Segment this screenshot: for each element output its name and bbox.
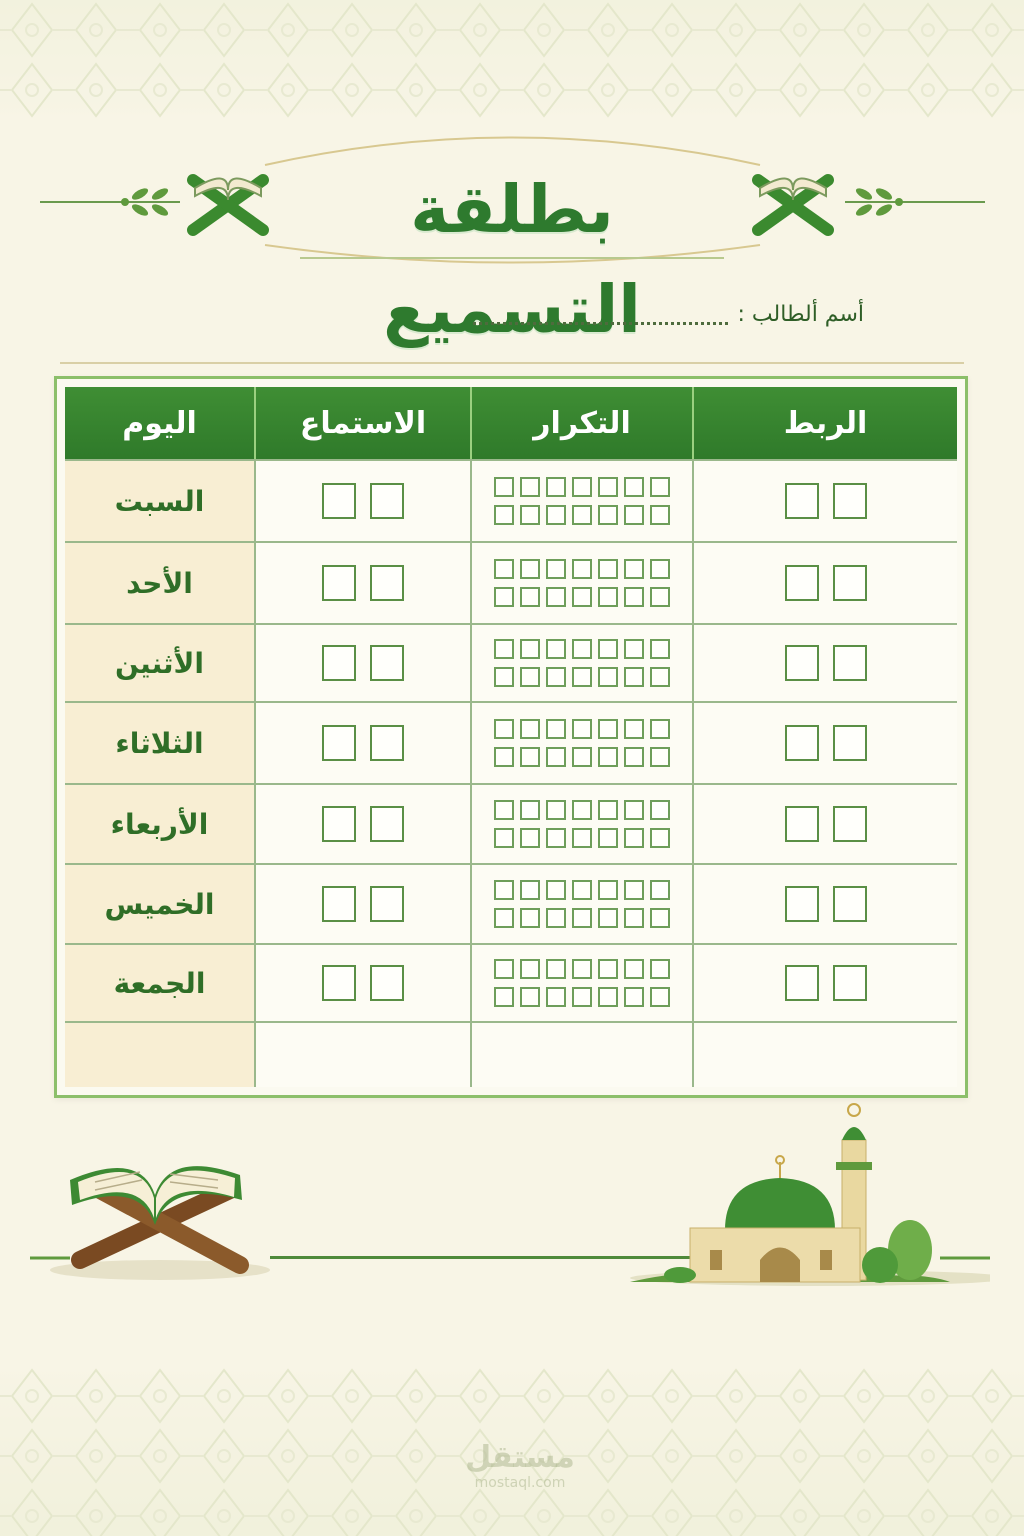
repetition-checkbox[interactable]	[494, 908, 514, 928]
repetition-checkbox[interactable]	[546, 587, 566, 607]
repetition-checkbox[interactable]	[520, 477, 540, 497]
repetition-checkbox[interactable]	[520, 747, 540, 767]
repetition-checkbox[interactable]	[598, 559, 618, 579]
listening-checkbox[interactable]	[370, 806, 404, 842]
listening-checkbox[interactable]	[322, 965, 356, 1001]
day-cell	[65, 943, 254, 1021]
repetition-cell	[470, 943, 692, 1021]
repetition-checkbox[interactable]	[520, 880, 540, 900]
repetition-checkbox[interactable]	[494, 477, 514, 497]
recitation-table	[54, 376, 968, 1098]
repetition-checkbox[interactable]	[572, 880, 592, 900]
repetition-checkbox[interactable]	[494, 828, 514, 848]
linking-cell	[692, 943, 957, 1021]
repetition-checkbox[interactable]	[546, 747, 566, 767]
listening-checkbox[interactable]	[322, 483, 356, 519]
repetition-checkbox-grid	[494, 800, 670, 848]
repetition-checkbox[interactable]	[520, 639, 540, 659]
repetition-checkbox[interactable]	[520, 800, 540, 820]
table-grid	[65, 387, 957, 1087]
linking-cell	[692, 863, 957, 943]
watermark-brand: مستقل	[465, 1440, 575, 1475]
listening-cell	[254, 541, 470, 623]
header-listening: الاستماع	[254, 387, 470, 459]
repetition-checkbox[interactable]	[520, 587, 540, 607]
repetition-checkbox[interactable]	[624, 828, 644, 848]
day-cell	[65, 701, 254, 783]
repetition-checkbox[interactable]	[598, 800, 618, 820]
repetition-checkbox[interactable]	[520, 505, 540, 525]
linking-cell	[692, 459, 957, 541]
listening-cell	[254, 863, 470, 943]
repetition-checkbox[interactable]	[598, 477, 618, 497]
repetition-cell	[470, 623, 692, 701]
repetition-checkbox[interactable]	[650, 880, 670, 900]
listening-checkbox[interactable]	[322, 565, 356, 601]
linking-checkbox[interactable]	[833, 725, 867, 761]
listening-checkbox[interactable]	[370, 725, 404, 761]
repetition-checkbox[interactable]	[494, 987, 514, 1007]
linking-checkbox[interactable]	[833, 965, 867, 1001]
listening-checkbox[interactable]	[370, 483, 404, 519]
repetition-checkbox[interactable]	[546, 987, 566, 1007]
repetition-cell	[470, 459, 692, 541]
repetition-checkbox[interactable]	[494, 719, 514, 739]
repetition-checkbox[interactable]	[598, 908, 618, 928]
repetition-checkbox[interactable]	[624, 747, 644, 767]
repetition-checkbox[interactable]	[520, 908, 540, 928]
repetition-checkbox[interactable]	[494, 587, 514, 607]
linking-cell	[692, 623, 957, 701]
linking-checkbox[interactable]	[785, 483, 819, 519]
day-label: السبت	[114, 484, 205, 518]
repetition-checkbox[interactable]	[572, 987, 592, 1007]
linking-checkbox[interactable]	[833, 806, 867, 842]
repetition-checkbox[interactable]	[624, 908, 644, 928]
repetition-checkbox[interactable]	[494, 505, 514, 525]
watermark-url: mostaql.com	[474, 1475, 566, 1491]
repetition-checkbox[interactable]	[598, 959, 618, 979]
repetition-checkbox[interactable]	[572, 719, 592, 739]
repetition-checkbox[interactable]	[598, 667, 618, 687]
day-cell	[65, 541, 254, 623]
repetition-checkbox[interactable]	[494, 747, 514, 767]
listening-checkbox[interactable]	[370, 645, 404, 681]
linking-checkbox[interactable]	[833, 483, 867, 519]
day-label: الأحد	[126, 566, 193, 600]
repetition-checkbox[interactable]	[650, 477, 670, 497]
empty-cell	[65, 1021, 254, 1087]
day-label: الأربعاء	[110, 807, 209, 841]
student-name-label: أسم ألطالب :	[737, 302, 864, 327]
listening-cell	[254, 943, 470, 1021]
repetition-checkbox[interactable]	[546, 828, 566, 848]
listening-checkbox[interactable]	[322, 886, 356, 922]
repetition-checkbox[interactable]	[520, 667, 540, 687]
linking-cell	[692, 701, 957, 783]
day-label: الأثنين	[114, 646, 205, 680]
linking-checkbox[interactable]	[785, 565, 819, 601]
linking-checkbox[interactable]	[785, 725, 819, 761]
watermark	[430, 1440, 610, 1491]
repetition-checkbox[interactable]	[546, 908, 566, 928]
day-cell	[65, 783, 254, 863]
linking-checkbox[interactable]	[833, 886, 867, 922]
repetition-checkbox[interactable]	[598, 828, 618, 848]
divider	[60, 362, 964, 364]
repetition-checkbox-grid	[494, 477, 670, 525]
listening-checkbox[interactable]	[322, 725, 356, 761]
repetition-checkbox[interactable]	[598, 719, 618, 739]
repetition-checkbox[interactable]	[598, 987, 618, 1007]
repetition-checkbox[interactable]	[572, 559, 592, 579]
repetition-checkbox[interactable]	[520, 828, 540, 848]
listening-checkbox[interactable]	[370, 565, 404, 601]
repetition-checkbox[interactable]	[650, 987, 670, 1007]
header-day: اليوم	[65, 387, 254, 459]
repetition-checkbox[interactable]	[572, 505, 592, 525]
repetition-checkbox[interactable]	[650, 639, 670, 659]
repetition-checkbox[interactable]	[572, 667, 592, 687]
repetition-checkbox[interactable]	[494, 880, 514, 900]
listening-checkbox[interactable]	[370, 886, 404, 922]
repetition-checkbox-grid	[494, 719, 670, 767]
repetition-checkbox[interactable]	[520, 987, 540, 1007]
repetition-checkbox[interactable]	[624, 559, 644, 579]
repetition-checkbox[interactable]	[494, 559, 514, 579]
repetition-checkbox-grid	[494, 559, 670, 607]
repetition-checkbox-grid	[494, 880, 670, 928]
repetition-checkbox[interactable]	[520, 559, 540, 579]
repetition-checkbox[interactable]	[650, 747, 670, 767]
repetition-checkbox[interactable]	[650, 828, 670, 848]
repetition-checkbox[interactable]	[546, 959, 566, 979]
student-name-row	[473, 302, 864, 327]
repetition-checkbox[interactable]	[546, 477, 566, 497]
listening-cell	[254, 623, 470, 701]
repetition-checkbox[interactable]	[546, 505, 566, 525]
repetition-checkbox[interactable]	[572, 587, 592, 607]
repetition-checkbox[interactable]	[650, 587, 670, 607]
linking-checkbox[interactable]	[785, 806, 819, 842]
repetition-cell	[470, 701, 692, 783]
listening-cell	[254, 459, 470, 541]
day-label: الجمعة	[113, 966, 206, 1000]
repetition-checkbox[interactable]	[598, 639, 618, 659]
linking-cell	[692, 541, 957, 623]
repetition-checkbox[interactable]	[650, 559, 670, 579]
listening-checkbox[interactable]	[322, 645, 356, 681]
repetition-checkbox[interactable]	[624, 667, 644, 687]
quran-stand-icon	[30, 1150, 280, 1290]
repetition-checkbox[interactable]	[546, 719, 566, 739]
day-label: الثلاثاء	[115, 726, 204, 760]
repetition-cell	[470, 783, 692, 863]
listening-checkbox[interactable]	[370, 965, 404, 1001]
repetition-checkbox[interactable]	[494, 959, 514, 979]
repetition-checkbox[interactable]	[624, 505, 644, 525]
repetition-checkbox[interactable]	[650, 505, 670, 525]
repetition-checkbox[interactable]	[572, 639, 592, 659]
empty-cell	[692, 1021, 957, 1087]
repetition-checkbox[interactable]	[546, 800, 566, 820]
listening-checkbox[interactable]	[322, 806, 356, 842]
repetition-checkbox[interactable]	[650, 667, 670, 687]
repetition-checkbox-grid	[494, 639, 670, 687]
repetition-checkbox[interactable]	[624, 959, 644, 979]
day-cell	[65, 863, 254, 943]
repetition-checkbox[interactable]	[572, 908, 592, 928]
quran-stand-icon	[193, 178, 263, 230]
empty-cell	[254, 1021, 470, 1087]
empty-cell	[470, 1021, 692, 1087]
repetition-checkbox[interactable]	[598, 880, 618, 900]
repetition-checkbox[interactable]	[624, 719, 644, 739]
repetition-checkbox[interactable]	[624, 587, 644, 607]
repetition-cell	[470, 541, 692, 623]
repetition-checkbox[interactable]	[494, 667, 514, 687]
repetition-checkbox[interactable]	[598, 587, 618, 607]
top-pattern	[0, 0, 1024, 120]
repetition-checkbox[interactable]	[494, 639, 514, 659]
repetition-checkbox[interactable]	[650, 719, 670, 739]
linking-checkbox[interactable]	[785, 645, 819, 681]
repetition-checkbox[interactable]	[572, 959, 592, 979]
repetition-checkbox[interactable]	[572, 828, 592, 848]
linking-cell	[692, 783, 957, 863]
linking-checkbox[interactable]	[833, 645, 867, 681]
header-linking: الربط	[692, 387, 957, 459]
listening-cell	[254, 701, 470, 783]
linking-checkbox[interactable]	[785, 965, 819, 1001]
day-cell	[65, 623, 254, 701]
repetition-checkbox[interactable]	[650, 959, 670, 979]
day-cell	[65, 459, 254, 541]
repetition-cell	[470, 863, 692, 943]
page-title: بطلقة التسميع	[383, 171, 641, 348]
repetition-checkbox[interactable]	[624, 880, 644, 900]
listening-cell	[254, 783, 470, 863]
linking-checkbox[interactable]	[833, 565, 867, 601]
repetition-checkbox[interactable]	[598, 747, 618, 767]
repetition-checkbox[interactable]	[520, 959, 540, 979]
repetition-checkbox[interactable]	[546, 667, 566, 687]
linking-checkbox[interactable]	[785, 886, 819, 922]
repetition-checkbox[interactable]	[650, 908, 670, 928]
repetition-checkbox[interactable]	[494, 800, 514, 820]
repetition-checkbox[interactable]	[572, 800, 592, 820]
repetition-checkbox[interactable]	[572, 747, 592, 767]
repetition-checkbox[interactable]	[650, 800, 670, 820]
student-name-field[interactable]	[473, 304, 728, 325]
repetition-checkbox[interactable]	[546, 559, 566, 579]
repetition-checkbox[interactable]	[624, 639, 644, 659]
repetition-checkbox[interactable]	[546, 880, 566, 900]
repetition-checkbox[interactable]	[624, 477, 644, 497]
repetition-checkbox-grid	[494, 959, 670, 1007]
day-label: الخميس	[104, 887, 215, 921]
repetition-checkbox[interactable]	[572, 477, 592, 497]
repetition-checkbox[interactable]	[520, 719, 540, 739]
repetition-checkbox[interactable]	[624, 800, 644, 820]
repetition-checkbox[interactable]	[598, 505, 618, 525]
header-repetition: التكرار	[470, 387, 692, 459]
repetition-checkbox[interactable]	[546, 639, 566, 659]
repetition-checkbox[interactable]	[624, 987, 644, 1007]
mosque-icon	[620, 1100, 990, 1290]
